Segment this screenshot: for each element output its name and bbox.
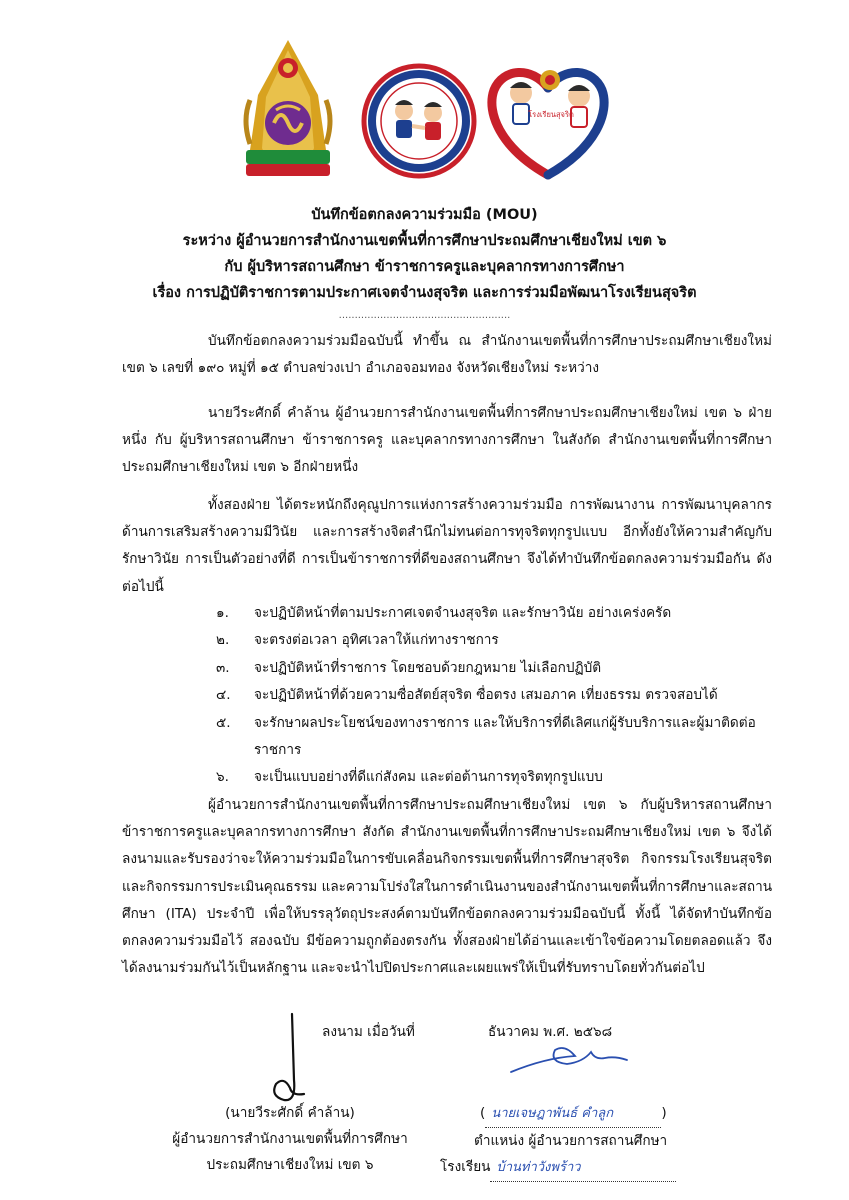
list-item: [216, 655, 776, 682]
signer-right-position: ตำแหน่ง ผู้อำนวยการสถานศึกษา: [474, 1133, 668, 1149]
logo-bar: [0, 0, 849, 200]
title-line-3: กับ ผู้บริหารสถานศึกษา ข้าราชการครูและบุคลากรทางการศึกษา: [224, 259, 625, 275]
logo-caption: โรงเรียนสุจริต: [528, 110, 574, 119]
title-line-4: เรื่อง การปฏิบัติราชการตามประกาศเจตจำนงสุจริต และการร่วมมือพัฒนาโรงเรียนสุจริต: [152, 285, 697, 301]
list-item-number: ๖.: [216, 769, 229, 786]
title-separator: ......................................................: [338, 310, 511, 321]
commitment-list: [216, 600, 776, 792]
signing-date-label: ลงนาม เมื่อวันที่: [322, 1024, 415, 1040]
list-item-number: ๕.: [216, 714, 231, 731]
signer-left-name: (นายวีระศักดิ์ คำล้าน): [225, 1105, 355, 1121]
left-signature-icon: [260, 1010, 330, 1110]
paragraph-agreement: [122, 492, 772, 601]
list-item-number: ๒.: [216, 632, 230, 649]
paragraph-intro-text: บันทึกข้อตกลงความร่วมมือฉบับนี้ ทำขึ้น ณ สำนักงานเขตพื้นที่การศึกษาประถมศึกษาเชียงใหม่ เขต ๖ เลขที่ ๑๙๐ หมู่ที่ ๑๕ ตำบลข่วงเปา อำเภอจอมทอง จังหวัดเชียงใหม่ ระหว่าง: [122, 333, 772, 377]
list-item-text: จะปฏิบัติหน้าที่ตามประกาศเจตจำนงสุจริต และรักษาวินัย อย่างเคร่งครัด: [254, 605, 672, 621]
school-integrity-heart-logo-icon: [492, 70, 604, 175]
title-line-2: ระหว่าง ผู้อำนวยการสำนักงานเขตพื้นที่การศึกษาประถมศึกษาเชียงใหม่ เขต ๖: [182, 233, 667, 249]
list-item-number: ๑.: [216, 605, 229, 621]
title-line-1: บันทึกข้อตกลงความร่วมมือ (MOU): [311, 207, 538, 223]
signer-right-school-line: [440, 1154, 720, 1182]
signer-left-position-1: ผู้อำนวยการสำนักงานเขตพื้นที่การศึกษา: [172, 1131, 408, 1147]
signature-block-left: [150, 1100, 430, 1178]
list-item: [216, 600, 776, 627]
list-item-text: จะรักษาผลประโยชน์ของทางราชการ และให้บริการที่ดีเลิศแก่ผู้รับบริการและผู้มาติดต่อราชการ: [254, 714, 756, 759]
paragraph-parties: [122, 400, 772, 482]
list-item: [216, 710, 776, 765]
paragraph-conclusion: [122, 792, 772, 982]
list-item: [216, 627, 776, 654]
list-item-number: ๓.: [216, 659, 230, 676]
signer-right-name-line: [440, 1100, 720, 1128]
signature-block-right: [440, 1100, 720, 1182]
list-item-text: จะเป็นแบบอย่างที่ดีแก่สังคม และต่อต้านการทุจริตทุกรูปแบบ: [254, 769, 603, 786]
list-item-text: จะตรงต่อเวลา อุทิศเวลาให้แก่ทางราชการ: [254, 632, 499, 649]
right-signature-icon: [505, 1040, 635, 1086]
list-item: [216, 764, 776, 791]
signer-right-open-paren: (: [480, 1105, 486, 1121]
paragraph-conclusion-text: ผู้อำนวยการสำนักงานเขตพื้นที่การศึกษาประถมศึกษาเชียงใหม่ เขต ๖ กับผู้บริหารสถานศึกษา ข้าราชการครูและบุคลากรทางการศึกษา สังกัด สำนักงานเขตพื้นที่การศึกษาประถมศึกษาเชียงใหม่ เขต ๖ จึงได้ลงนามและรับรองว่าจะให้ความร่วมมือในการขับเคลื่อนกิจกรรมเขตพื้นที่การศึกษาสุจริต กิจกรรมโรงเรียนสุจริต และกิจกรรมการประเมินคุณธรรม และความโปร่งใสในการดำเนินงานของสำนักงานเขตพื้นที่การศึกษาและสถานศึกษา (ITA) ประจำปี เพื่อให้บรรลุวัตถุประสงค์ตามบันทึกข้อตกลงความร่วมมือฉบับนี้ ทั้งนี้ ได้จัดทำบันทึกข้อตกลงความร่วมมือไว้ สองฉบับ มีข้อความถูกต้องตรงกัน ทั้งสองฝ่ายได้อ่านและเข้าใจข้อความโดยตลอดแล้ว จึงได้ลงนามร่วมกันไว้เป็นหลักฐาน และจะนำไปปิดประกาศและเผยแพร่ให้เป็นที่รับทราบโดยทั่วกันต่อไป: [122, 797, 772, 977]
list-item: [216, 682, 776, 709]
obec-emblem-icon: [246, 40, 330, 176]
signer-left-position-2: ประถมศึกษาเชียงใหม่ เขต ๖: [206, 1157, 374, 1173]
signing-date-value: ธันวาคม พ.ศ. ๒๕๖๘: [488, 1024, 613, 1040]
signer-right-school-label: โรงเรียน: [440, 1159, 491, 1175]
paragraph-agreement-text: ทั้งสองฝ่าย ได้ตระหนักถึงคุณูปการแห่งการสร้างความร่วมมือ การพัฒนางาน การพัฒนาบุคลากรด้านการเสริมสร้างความมีวินัย และการสร้างจิตสำนึกไม่ทนต่อการทุจริตทุกรูปแบบ อีกทั้งยังให้ความสำคัญกับรักษาวินัย การเป็นตัวอย่างที่ดี การเป็นข้าราชการที่ดีของสถานศึกษา จึงได้ทำบันทึกข้อตกลงความร่วมมือกัน ดังต่อไปนี้: [122, 497, 772, 595]
signer-right-school: บ้านท่าวังพร้าว: [490, 1155, 676, 1182]
signer-right-name: นายเจษฎาพันธ์ คำลูก: [485, 1101, 661, 1128]
paragraph-intro: [122, 328, 772, 382]
paragraph-parties-text: นายวีระศักดิ์ คำล้าน ผู้อำนวยการสำนักงานเขตพื้นที่การศึกษาประถมศึกษาเชียงใหม่ เขต ๖ ฝ่ายหนึ่ง กับ ผู้บริหารสถานศึกษา ข้าราชการครู และบุคลากรทางการศึกษา ในสังกัด สำนักงานเขตพื้นที่การศึกษาประถมศึกษาเชียงใหม่ เขต ๖ อีกฝ่ายหนึ่ง: [122, 405, 772, 476]
document-title: [0, 202, 849, 306]
list-item-text: จะปฏิบัติหน้าที่ราชการ โดยชอบด้วยกฎหมาย ไม่เลือกปฏิบัติ: [254, 659, 602, 676]
list-item-text: จะปฏิบัติหน้าที่ด้วยความซื่อสัตย์สุจริต ซื่อตรง เสมอภาค เที่ยงธรรม ตรวจสอบได้: [254, 687, 718, 704]
integrity-circle-logo-icon: [364, 66, 474, 176]
list-item-number: ๔.: [216, 687, 231, 704]
signer-right-close-paren: ): [661, 1105, 667, 1121]
